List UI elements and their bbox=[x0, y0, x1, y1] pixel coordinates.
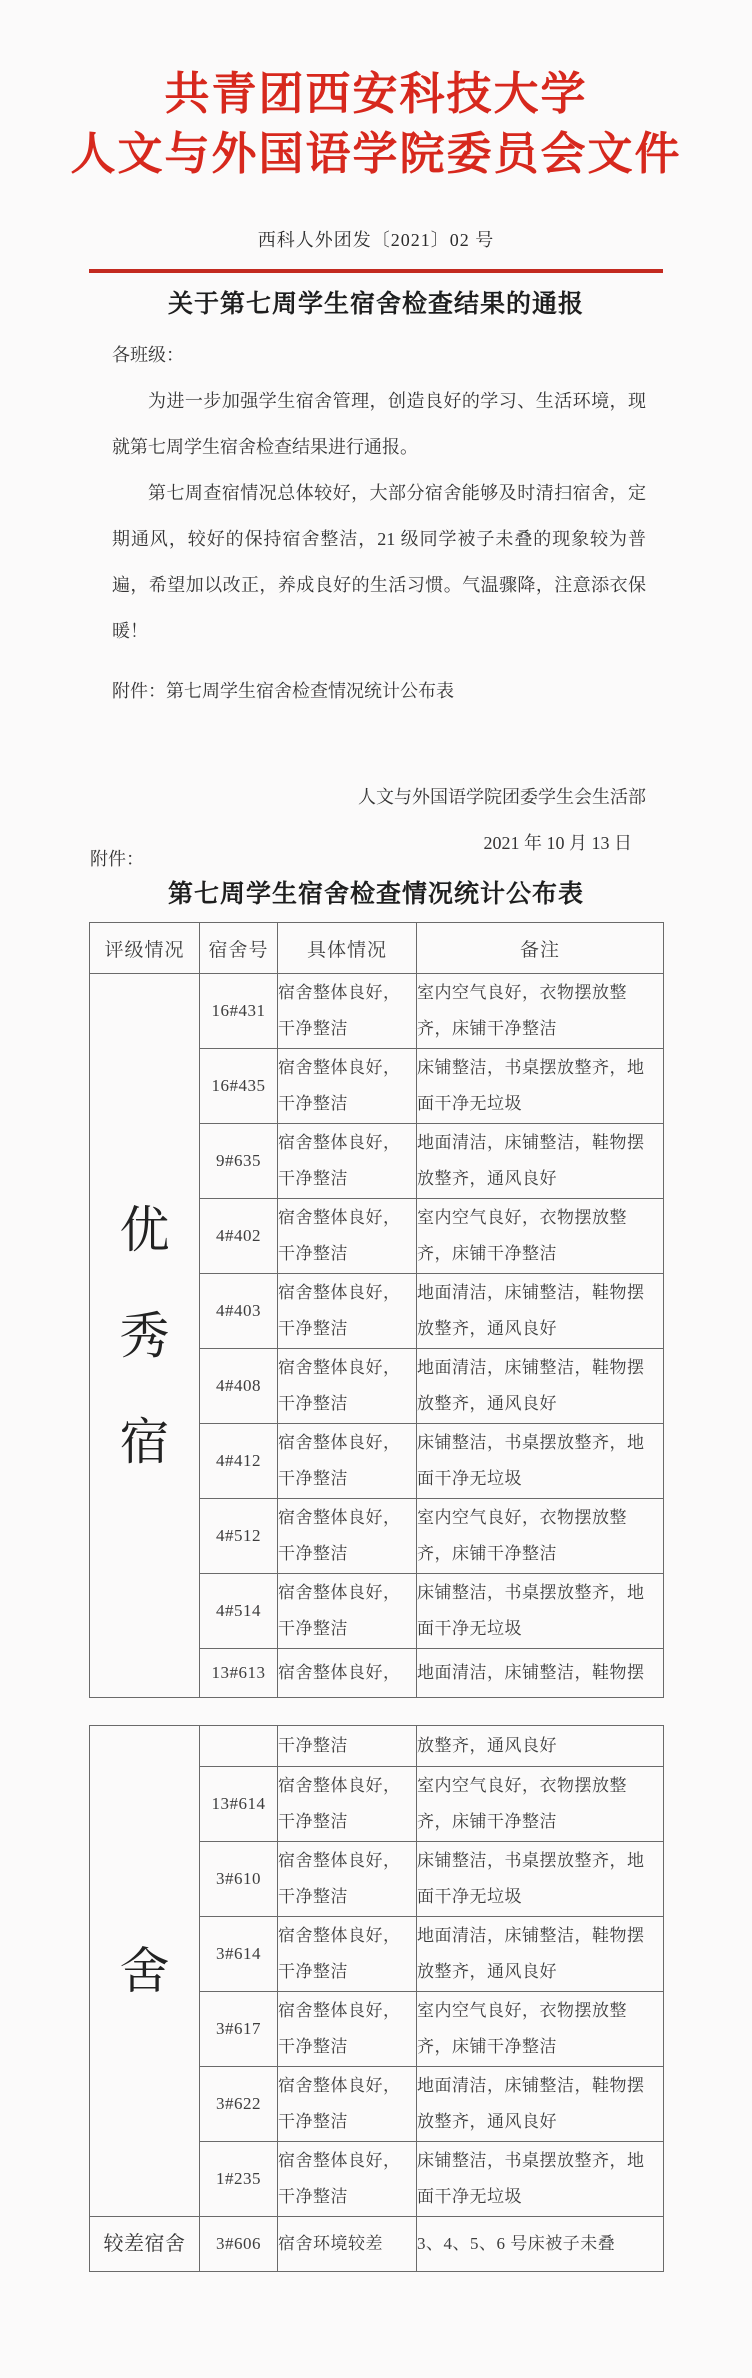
remark-cell-line: 放整齐，通风良好 bbox=[417, 2112, 557, 2131]
red-divider-rule bbox=[89, 269, 663, 273]
condition-cell-line: 宿舍整体良好， bbox=[278, 1283, 401, 1302]
table1-body bbox=[90, 974, 664, 1698]
condition-cell bbox=[278, 1049, 417, 1124]
condition-cell-line: 干净整洁 bbox=[278, 1019, 348, 1038]
condition-cell-line: 干净整洁 bbox=[278, 1962, 348, 1981]
dorm-number-cell bbox=[200, 1199, 278, 1274]
dorm-number-cell bbox=[200, 1124, 278, 1199]
remark-cell bbox=[417, 1726, 664, 1767]
remark-cell bbox=[417, 1767, 664, 1842]
remark-cell-line: 放整齐，通风良好 bbox=[417, 1962, 557, 1981]
condition-cell-line: 宿舍整体良好， bbox=[278, 1583, 401, 1602]
remark-cell-line: 地面清洁，床铺整洁，鞋物摆 bbox=[417, 1926, 645, 1945]
remark-cell bbox=[417, 1424, 664, 1499]
remark-cell-line: 面干净无垃圾 bbox=[417, 1619, 522, 1638]
condition-cell-line: 干净整洁 bbox=[278, 1812, 348, 1831]
dorm-number-cell-line: 1#235 bbox=[216, 2169, 261, 2188]
col-header-condition: 具体情况 bbox=[278, 923, 417, 974]
condition-cell-line: 宿舍整体良好， bbox=[278, 2151, 401, 2170]
condition-cell-line: 干净整洁 bbox=[278, 2187, 348, 2206]
condition-cell-line: 干净整洁 bbox=[278, 1544, 348, 1563]
col-header-room: 宿舍号 bbox=[200, 923, 278, 974]
table-row bbox=[90, 974, 664, 1049]
condition-cell-line: 宿舍整体良好， bbox=[278, 1358, 401, 1377]
condition-cell-line: 干净整洁 bbox=[278, 1469, 348, 1488]
rating-poor-cell-line: 较差宿舍 bbox=[103, 2233, 186, 2255]
table-row bbox=[90, 1726, 664, 1767]
dorm-number-cell bbox=[200, 2142, 278, 2217]
dorm-number-cell bbox=[200, 1917, 278, 1992]
remark-cell-line: 放整齐，通风良好 bbox=[417, 1394, 557, 1413]
remark-cell-line: 地面清洁，床铺整洁，鞋物摆 bbox=[417, 2076, 645, 2095]
remark-cell-line: 齐，床铺干净整洁 bbox=[417, 1544, 557, 1563]
remark-cell bbox=[417, 2217, 664, 2272]
dorm-number-cell bbox=[200, 1726, 278, 1767]
remark-cell-line: 面干净无垃圾 bbox=[417, 1094, 522, 1113]
remark-cell-line: 齐，床铺干净整洁 bbox=[417, 1812, 557, 1831]
dorm-number-cell-line: 4#512 bbox=[216, 1526, 261, 1545]
inspection-table-part2 bbox=[89, 1725, 664, 2272]
condition-cell bbox=[278, 974, 417, 1049]
condition-cell-line: 干净整洁 bbox=[278, 1736, 348, 1755]
condition-cell-line: 干净整洁 bbox=[278, 2112, 348, 2131]
rating-poor-cell bbox=[90, 2217, 200, 2272]
remark-cell-line: 室内空气良好，衣物摆放整 bbox=[417, 1776, 627, 1795]
dorm-number-cell-line: 16#431 bbox=[211, 1001, 266, 1020]
remark-cell-line: 齐，床铺干净整洁 bbox=[417, 1019, 557, 1038]
condition-cell-line: 宿舍整体良好， bbox=[278, 1058, 401, 1077]
condition-cell-line: 宿舍整体良好， bbox=[278, 1508, 401, 1527]
dorm-number-cell bbox=[200, 1842, 278, 1917]
condition-cell-line: 宿舍整体良好， bbox=[278, 2076, 401, 2095]
remark-cell bbox=[417, 974, 664, 1049]
remark-cell bbox=[417, 1124, 664, 1199]
remark-cell-line: 室内空气良好，衣物摆放整 bbox=[417, 983, 627, 1002]
condition-cell-line: 干净整洁 bbox=[278, 1887, 348, 1906]
dorm-number-cell bbox=[200, 974, 278, 1049]
condition-cell bbox=[278, 1917, 417, 1992]
condition-cell-line: 宿舍整体良好， bbox=[278, 1208, 401, 1227]
condition-cell-line: 干净整洁 bbox=[278, 1394, 348, 1413]
remark-cell-line: 床铺整洁，书桌摆放整齐，地 bbox=[417, 1583, 645, 1602]
remark-cell-line: 放整齐，通风良好 bbox=[417, 1319, 557, 1338]
remark-cell bbox=[417, 1499, 664, 1574]
col-header-remark: 备注 bbox=[417, 923, 664, 974]
dorm-number-cell-line: 3#617 bbox=[216, 2019, 261, 2038]
dorm-number-cell-line: 4#412 bbox=[216, 1451, 261, 1470]
remark-cell-line: 地面清洁，床铺整洁，鞋物摆 bbox=[417, 1133, 645, 1152]
rating-excellent-cell-part2 bbox=[90, 1726, 200, 2217]
condition-cell-line: 宿舍整体良好， bbox=[278, 1663, 401, 1682]
remark-cell-line: 室内空气良好，衣物摆放整 bbox=[417, 1208, 627, 1227]
condition-cell bbox=[278, 1992, 417, 2067]
remark-cell-line: 床铺整洁，书桌摆放整齐，地 bbox=[417, 1058, 645, 1077]
dorm-number-cell bbox=[200, 1574, 278, 1649]
dorm-number-cell-line: 16#435 bbox=[211, 1076, 266, 1095]
condition-cell bbox=[278, 2142, 417, 2217]
dorm-number-cell-line: 9#635 bbox=[216, 1151, 261, 1170]
condition-cell bbox=[278, 1499, 417, 1574]
doc-number: 西科人外团发〔2021〕02 号 bbox=[257, 230, 495, 250]
org-header-line1: 共青团西安科技大学 bbox=[164, 69, 588, 119]
remark-cell-line: 室内空气良好，衣物摆放整 bbox=[417, 2001, 627, 2020]
dorm-number-cell bbox=[200, 2067, 278, 2142]
paragraph-2: 第七周查宿情况总体较好，大部分宿舍能够及时清扫宿舍，定期通风，较好的保持宿舍整洁，21 级同学被子未叠的现象较为普遍，希望加以改正，养成良好的生活习惯。气温骤降，注意添衣保暖！ bbox=[112, 483, 646, 641]
condition-cell bbox=[278, 1124, 417, 1199]
org-header bbox=[0, 64, 752, 184]
dorm-number-cell bbox=[200, 1049, 278, 1124]
dorm-number-cell-line: 4#403 bbox=[216, 1301, 261, 1320]
remark-cell-line: 齐，床铺干净整洁 bbox=[417, 1244, 557, 1263]
dorm-number-cell bbox=[200, 1992, 278, 2067]
dorm-number-cell-line: 3#606 bbox=[216, 2234, 261, 2253]
condition-cell bbox=[278, 1349, 417, 1424]
dorm-number-cell bbox=[200, 1349, 278, 1424]
remark-cell-line: 地面清洁，床铺整洁，鞋物摆 bbox=[417, 1663, 645, 1682]
dorm-number-cell-line: 4#408 bbox=[216, 1376, 261, 1395]
condition-cell-line: 干净整洁 bbox=[278, 1619, 348, 1638]
condition-cell-line: 干净整洁 bbox=[278, 1244, 348, 1263]
condition-cell bbox=[278, 1842, 417, 1917]
remark-cell bbox=[417, 1574, 664, 1649]
dorm-number-cell-line: 4#514 bbox=[216, 1601, 261, 1620]
dorm-number-cell bbox=[200, 1424, 278, 1499]
dorm-number-cell bbox=[200, 1649, 278, 1698]
condition-cell-line: 宿舍整体良好， bbox=[278, 2001, 401, 2020]
condition-cell-line: 宿舍环境较差 bbox=[278, 2234, 383, 2253]
dorm-number-cell bbox=[200, 1767, 278, 1842]
condition-cell bbox=[278, 1424, 417, 1499]
remark-cell-line: 面干净无垃圾 bbox=[417, 1469, 522, 1488]
dorm-number-cell bbox=[200, 1499, 278, 1574]
remark-cell-line: 地面清洁，床铺整洁，鞋物摆 bbox=[417, 1283, 645, 1302]
remark-cell-line: 面干净无垃圾 bbox=[417, 1887, 522, 1906]
condition-cell-line: 宿舍整体良好， bbox=[278, 1433, 401, 1452]
notice-title: 关于第七周学生宿舍检查结果的通报 bbox=[167, 291, 584, 318]
rating-big-char: 宿 bbox=[119, 1413, 170, 1470]
signature-department: 人文与外国语学院团委学生会生活部 bbox=[358, 787, 646, 807]
condition-cell-line: 干净整洁 bbox=[278, 1094, 348, 1113]
dorm-number-cell-line: 13#613 bbox=[211, 1663, 266, 1682]
remark-cell-line: 室内空气良好，衣物摆放整 bbox=[417, 1508, 627, 1527]
remark-cell bbox=[417, 2067, 664, 2142]
condition-cell bbox=[278, 1767, 417, 1842]
table2-body bbox=[90, 1726, 664, 2272]
salutation: 各班级： bbox=[112, 345, 184, 365]
remark-cell bbox=[417, 1199, 664, 1274]
remark-cell-line: 床铺整洁，书桌摆放整齐，地 bbox=[417, 1851, 645, 1870]
attachment-table-title: 第七周学生宿舍检查情况统计公布表 bbox=[167, 881, 584, 908]
paragraph-1: 为进一步加强学生宿舍管理，创造良好的学习、生活环境，现就第七周学生宿舍检查结果进行通报。 bbox=[112, 391, 646, 457]
condition-cell bbox=[278, 2067, 417, 2142]
dorm-number-cell bbox=[200, 2217, 278, 2272]
remark-cell bbox=[417, 1842, 664, 1917]
remark-cell-line: 3、4、5、6 号床被子未叠 bbox=[417, 2234, 616, 2253]
remark-cell-line: 床铺整洁，书桌摆放整齐，地 bbox=[417, 1433, 645, 1452]
condition-cell bbox=[278, 1649, 417, 1698]
condition-cell-line: 宿舍整体良好， bbox=[278, 1133, 401, 1152]
remark-cell-line: 放整齐，通风良好 bbox=[417, 1169, 557, 1188]
table-header-row bbox=[90, 923, 664, 974]
condition-cell bbox=[278, 1199, 417, 1274]
attachment-label: 附件： bbox=[90, 849, 144, 869]
condition-cell bbox=[278, 1574, 417, 1649]
remark-cell bbox=[417, 1049, 664, 1124]
condition-cell-line: 宿舍整体良好， bbox=[278, 983, 401, 1002]
remark-cell bbox=[417, 2142, 664, 2217]
notice-body bbox=[112, 332, 646, 866]
signature-date: 2021 年 10 月 13 日 bbox=[483, 833, 632, 853]
dorm-number-cell-line: 3#614 bbox=[216, 1944, 261, 1963]
remark-cell-line: 齐，床铺干净整洁 bbox=[417, 2037, 557, 2056]
dorm-number-cell bbox=[200, 1274, 278, 1349]
remark-cell bbox=[417, 1992, 664, 2067]
condition-cell bbox=[278, 1726, 417, 1767]
condition-cell-line: 宿舍整体良好， bbox=[278, 1776, 401, 1795]
remark-cell bbox=[417, 1274, 664, 1349]
condition-cell bbox=[278, 2217, 417, 2272]
condition-cell-line: 干净整洁 bbox=[278, 1319, 348, 1338]
remark-cell-line: 放整齐，通风良好 bbox=[417, 1736, 557, 1755]
rating-excellent-cell-part1 bbox=[90, 974, 200, 1698]
dorm-number-cell-line: 3#622 bbox=[216, 2094, 261, 2113]
rating-big-char: 秀 bbox=[119, 1307, 170, 1364]
table-row-poor bbox=[90, 2217, 664, 2272]
dorm-number-cell-line: 13#614 bbox=[211, 1794, 266, 1813]
condition-cell bbox=[278, 1274, 417, 1349]
attachment-note: 附件：第七周学生宿舍检查情况统计公布表 bbox=[112, 681, 454, 701]
remark-cell-line: 面干净无垃圾 bbox=[417, 2187, 522, 2206]
inspection-table-part1 bbox=[89, 922, 664, 1698]
org-header-line2: 人文与外国语学院委员会文件 bbox=[70, 129, 682, 179]
condition-cell-line: 宿舍整体良好， bbox=[278, 1851, 401, 1870]
rating-big-char: 舍 bbox=[119, 1943, 170, 1999]
rating-big-char: 优 bbox=[119, 1201, 170, 1258]
col-header-rating: 评级情况 bbox=[90, 923, 200, 974]
condition-cell-line: 干净整洁 bbox=[278, 2037, 348, 2056]
remark-cell bbox=[417, 1649, 664, 1698]
remark-cell bbox=[417, 1917, 664, 1992]
condition-cell-line: 宿舍整体良好， bbox=[278, 1926, 401, 1945]
remark-cell bbox=[417, 1349, 664, 1424]
remark-cell-line: 床铺整洁，书桌摆放整齐，地 bbox=[417, 2151, 645, 2170]
dorm-number-cell-line: 3#610 bbox=[216, 1869, 261, 1888]
condition-cell-line: 干净整洁 bbox=[278, 1169, 348, 1188]
remark-cell-line: 地面清洁，床铺整洁，鞋物摆 bbox=[417, 1358, 645, 1377]
dorm-number-cell-line: 4#402 bbox=[216, 1226, 261, 1245]
